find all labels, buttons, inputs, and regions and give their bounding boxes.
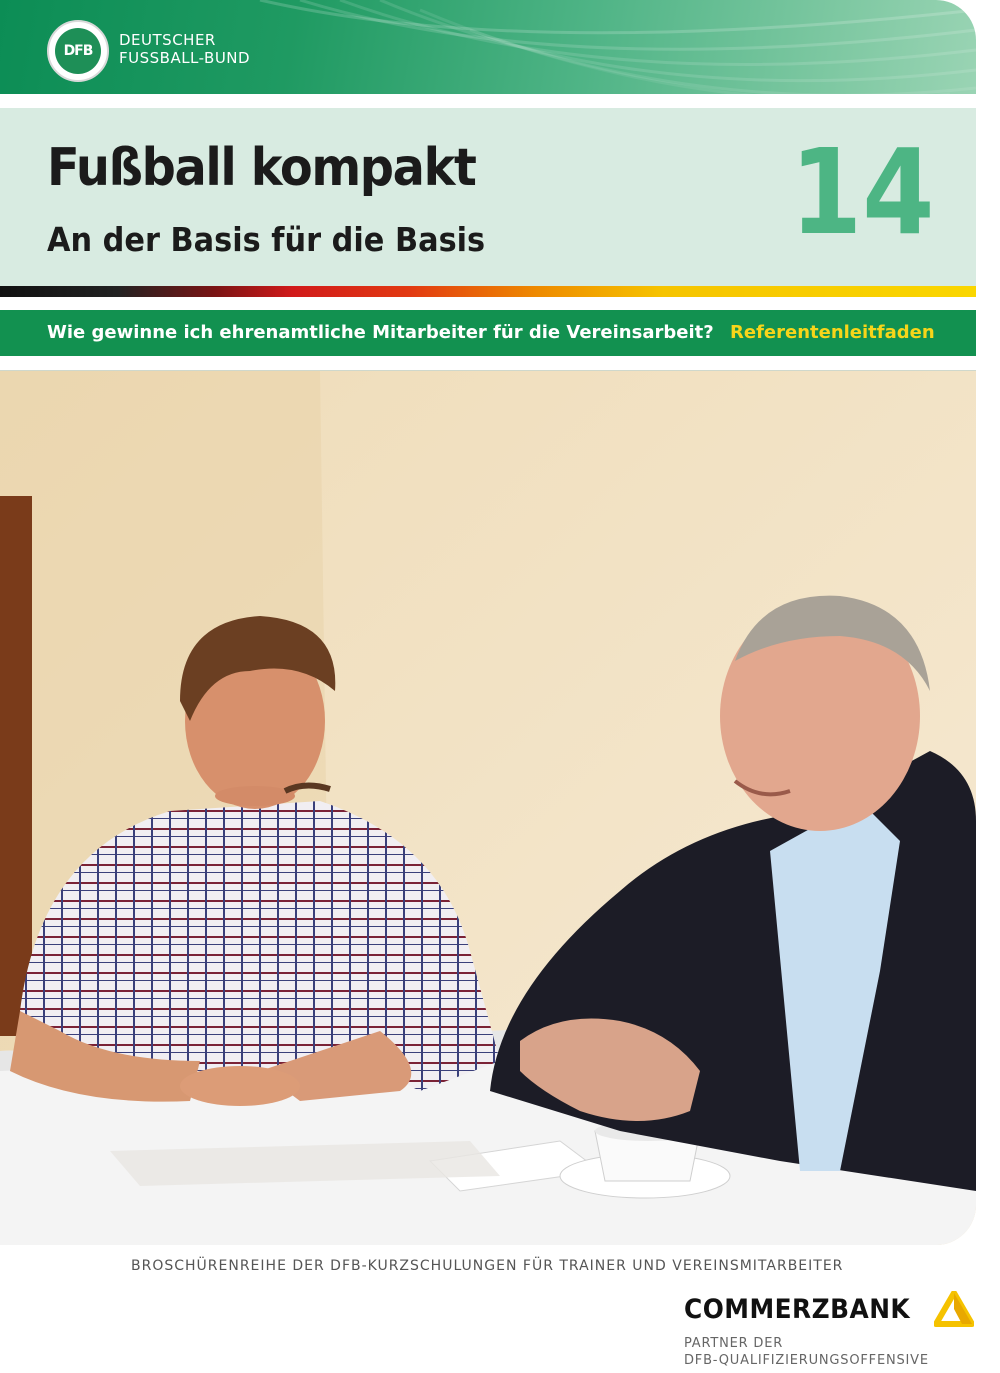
dfb-logo-icon xyxy=(47,20,109,82)
partner-line1: PARTNER DER xyxy=(684,1336,784,1351)
topic-question: Wie gewinne ich ehrenamtliche Mitarbeiter für die Vereinsarbeit? xyxy=(47,322,714,343)
org-name-line2: FUSSBALL-BUND xyxy=(119,49,251,67)
photo-two-men-at-table-icon xyxy=(0,371,976,1245)
issue-number: 14 xyxy=(790,123,935,261)
org-name-line1: DEUTSCHER xyxy=(119,31,216,49)
series-caption: BROSCHÜRENREIHE DER DFB-KURZSCHULUNGEN FÜR TRAINER UND VEREINSMITARBEITER xyxy=(131,1258,844,1274)
color-stripe xyxy=(0,286,976,297)
page-title: Fußball kompakt xyxy=(47,138,476,198)
guide-tag: Referentenleitfaden xyxy=(730,322,935,343)
commerzbank-ribbon-icon xyxy=(934,1291,974,1327)
sponsor-name: COMMERZBANK xyxy=(684,1294,911,1325)
dfb-logo-letters: DFB xyxy=(63,43,93,59)
page-subtitle: An der Basis für die Basis xyxy=(47,220,486,259)
cover-photo xyxy=(0,370,976,1245)
partner-line2: DFB-QUALIFIZIERUNGSOFFENSIVE xyxy=(684,1353,929,1368)
